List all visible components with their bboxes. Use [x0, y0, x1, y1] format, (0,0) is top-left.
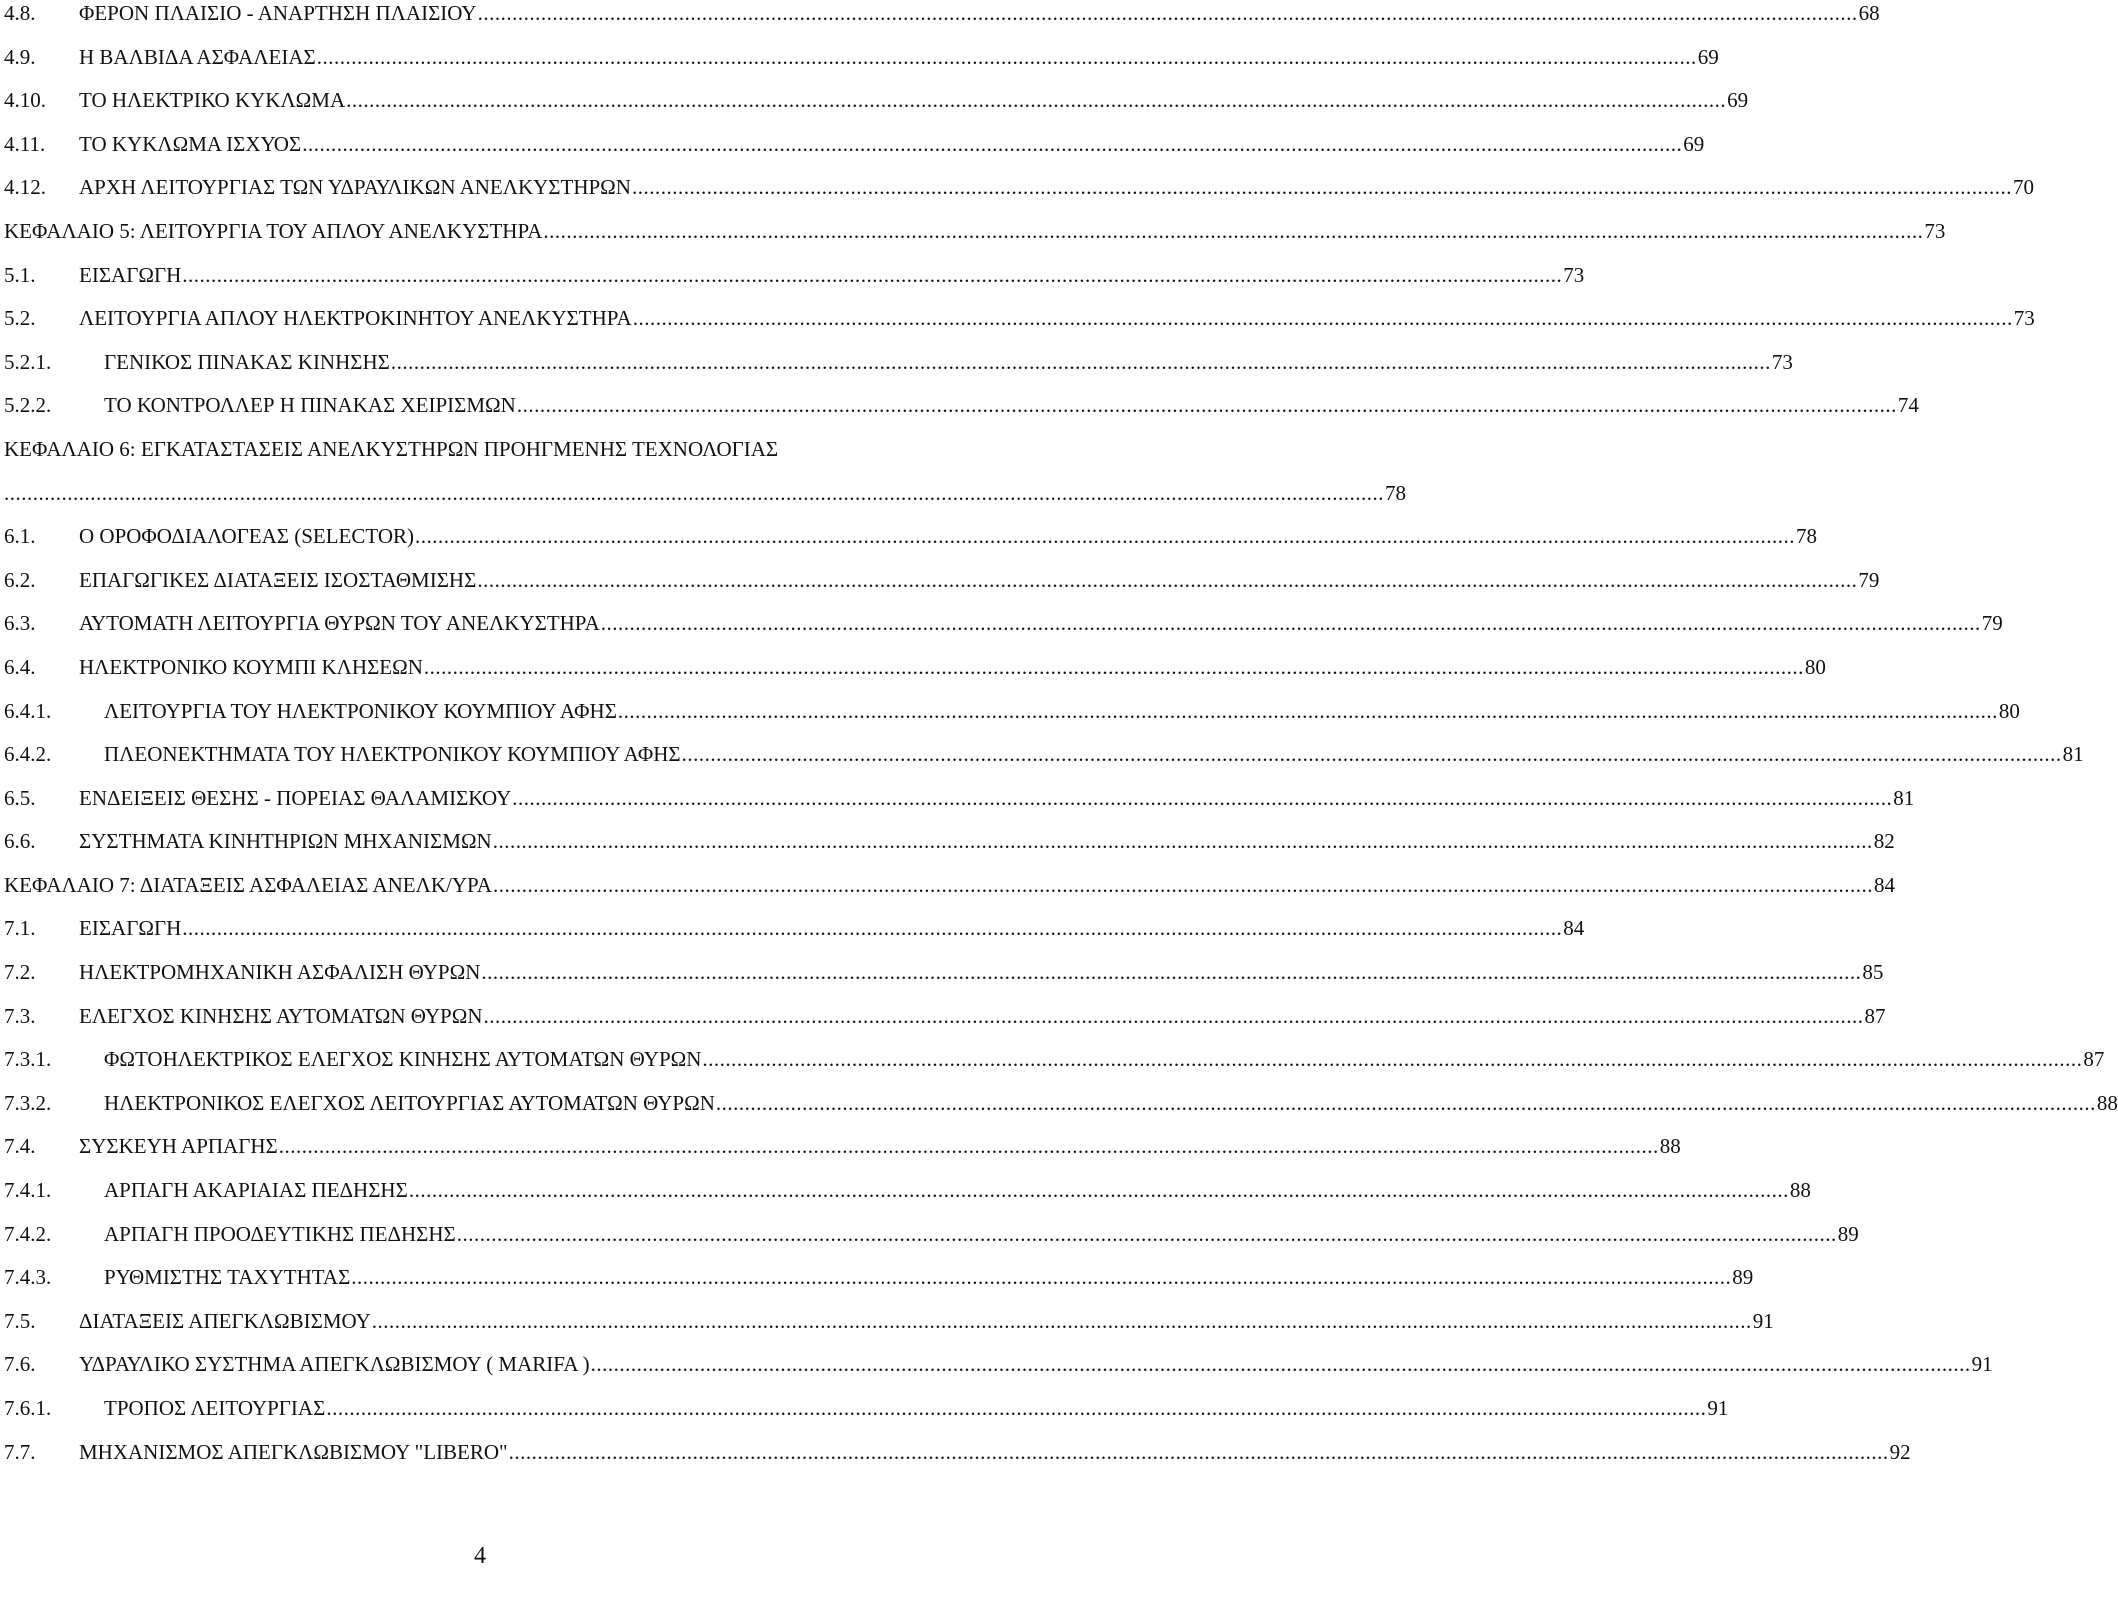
toc-entry-number: 6.4.1.: [4, 698, 52, 723]
toc-entry-title: ΣΥΣΤΗΜΑΤΑ ΚΙΝΗΤΗΡΙΩΝ ΜΗΧΑΝΙΣΜΩΝ: [79, 829, 492, 854]
toc-entry-number: 7.4.1.: [4, 1178, 52, 1203]
toc-entry-title: ΗΛΕΚΤΡΟΜΗΧΑΝΙΚΗ ΑΣΦΑΛΙΣΗ ΘΥΡΩΝ: [79, 960, 481, 985]
toc-entry[interactable]: [4, 1133, 1681, 1177]
toc-entry-page: 80: [1804, 654, 1826, 679]
toc-entry-title: ΗΛΕΚΤΡΟΝΙΚΟΣ ΕΛΕΓΧΟΣ ΛΕΙΤΟΥΡΓΙΑΣ ΑΥΤΟΜΑΤΩΝ ΘΥΡΩΝ: [104, 1090, 715, 1115]
toc-entry[interactable]: [4, 959, 1884, 1003]
toc-entry-title: ΗΛΕΚΤΡΟΝΙΚΟ ΚΟΥΜΠΙ ΚΛΗΣΕΩΝ: [79, 654, 423, 679]
toc-entry[interactable]: [4, 0, 1880, 44]
toc-entry-title: ΤΟ ΗΛΕΚΤΡΙΚΟ ΚΥΚΛΩΜΑ: [79, 88, 346, 113]
toc-entry-number: 6.4.: [4, 654, 36, 679]
toc-leader-dots: [517, 392, 1897, 418]
toc-entry-title: ΕΛΕΓΧΟΣ ΚΙΝΗΣΗΣ ΑΥΤΟΜΑΤΩΝ ΘΥΡΩΝ: [79, 1003, 483, 1028]
toc-entry-title: ΑΡΠΑΓΗ ΑΚΑΡΙΑΙΑΣ ΠΕΔΗΣΗΣ: [104, 1178, 408, 1203]
toc-entry-title: ΑΥΤΟΜΑΤΗ ΛΕΙΤΟΥΡΓΙΑ ΘΥΡΩΝ ΤΟΥ ΑΝΕΛΚΥΣΤΗΡΑ: [79, 611, 600, 636]
toc-entry-page: 80: [1998, 698, 2020, 723]
toc-entry-page: 88: [2096, 1090, 2118, 1115]
toc-entry-page: 88: [1789, 1178, 1811, 1203]
toc-entry-title: ΦΕΡΟΝ ΠΛΑΙΣΙΟ - ΑΝΑΡΤΗΣΗ ΠΛΑΙΣΙΟΥ: [79, 1, 477, 25]
toc-entry[interactable]: [4, 1351, 1993, 1395]
toc-entry-title: ΑΡΧΗ ΛΕΙΤΟΥΡΓΙΑΣ ΤΩΝ ΥΔΡΑΥΛΙΚΩΝ ΑΝΕΛΚΥΣΤΗΡΩΝ: [79, 175, 631, 200]
toc-entry-title: ΤΟ ΚΥΚΛΩΜΑ ΙΣΧΥΟΣ: [79, 131, 302, 156]
toc-entry-page: 69: [1683, 131, 1705, 156]
toc-leader-dots: [512, 785, 1892, 811]
toc-leader-dots: [493, 872, 1873, 898]
toc-entry[interactable]: [4, 44, 1719, 88]
toc-leader-dots: [326, 1395, 1706, 1421]
toc-entry[interactable]: [4, 785, 1915, 829]
toc-entry-page: 73: [1563, 262, 1585, 287]
toc-entry-page: 84: [1873, 872, 1895, 897]
toc-entry-page: 70: [2012, 175, 2034, 200]
toc-entry-page: 79: [1981, 611, 2003, 636]
toc-entry-number: 6.4.2.: [4, 742, 52, 767]
toc-entry[interactable]: [4, 174, 2034, 218]
toc-entry-number: 5.2.2.: [4, 393, 52, 418]
toc-leader-dots: [415, 523, 1795, 549]
toc-entry-page: 78: [1796, 524, 1817, 549]
toc-leader-dots: [682, 741, 2062, 767]
toc-leader-dots: [424, 654, 1804, 680]
toc-entry-page: 73: [2013, 306, 2035, 331]
toc-entry-number: 4.8.: [4, 1, 36, 25]
toc-entry[interactable]: [4, 1264, 1754, 1308]
toc-entry-page: 68: [1858, 1, 1880, 25]
toc-leader-dots: [484, 1003, 1864, 1029]
toc-leader-dots: [279, 1133, 1659, 1159]
toc-entry[interactable]: [4, 1046, 2105, 1090]
toc-entry-page: 79: [1858, 567, 1880, 592]
toc-entry-page: 74: [1897, 393, 1919, 418]
toc-leader-dots: [481, 959, 1861, 985]
toc-entry-title: ΕΝΔΕΙΞΕΙΣ ΘΕΣΗΣ - ΠΟΡΕΙΑΣ ΘΑΛΑΜΙΣΚΟΥ: [79, 785, 512, 810]
toc-entry-number: 7.5.: [4, 1308, 36, 1333]
toc-entry-title: ΠΛΕΟΝΕΚΤΗΜΑΤΑ ΤΟΥ ΗΛΕΚΤΡΟΝΙΚΟΥ ΚΟΥΜΠΙΟΥ ΑΦΗΣ: [104, 742, 681, 767]
toc-entry-page: 81: [2062, 742, 2084, 767]
toc-entry-number: 7.6.: [4, 1352, 36, 1377]
toc-entry-title: ΤΟ ΚΟΝΤΡΟΛΛΕΡ Η ΠΙΝΑΚΑΣ ΧΕΙΡΙΣΜΩΝ: [104, 393, 516, 418]
toc-entry[interactable]: [4, 305, 2035, 349]
toc-entry-page: 91: [1752, 1308, 1774, 1333]
toc-entry-page: 73: [1771, 349, 1793, 374]
toc-entry[interactable]: [4, 523, 1817, 567]
toc-entry-page: 82: [1873, 829, 1895, 854]
toc-entry-page: 69: [1727, 88, 1749, 113]
toc-entry-number: 5.2.: [4, 306, 36, 331]
toc-entry[interactable]: [4, 741, 2084, 785]
toc-leader-dots: [391, 349, 1771, 375]
toc-leader-dots: [478, 0, 1858, 26]
toc-entry-page: 88: [1659, 1134, 1681, 1159]
toc-entry-number: 6.5.: [4, 785, 36, 810]
toc-entry-number: 7.4.: [4, 1134, 36, 1159]
toc-entry[interactable]: [4, 87, 1749, 131]
toc-entry-page: 69: [1697, 44, 1719, 69]
toc-leader-dots: [477, 567, 1857, 593]
toc-entry[interactable]: [4, 1003, 1886, 1047]
toc-entry-title: ΜΗΧΑΝΙΣΜΟΣ ΑΠΕΓΚΛΩΒΙΣΜΟΥ "LIBERO": [79, 1439, 508, 1464]
toc-leader-dots: [493, 828, 1873, 854]
toc-entry[interactable]: [4, 828, 1895, 872]
toc-entry-number: 7.3.2.: [4, 1090, 52, 1115]
toc-leader-dots: [351, 1264, 1731, 1290]
toc-chapter-entry[interactable]: [4, 218, 1946, 262]
toc-entry-title: ΛΕΙΤΟΥΡΓΙΑ ΤΟΥ ΗΛΕΚΤΡΟΝΙΚΟΥ ΚΟΥΜΠΙΟΥ ΑΦΗΣ: [104, 698, 617, 723]
toc-entry-number: 7.3.: [4, 1003, 36, 1028]
toc-leader-dots: [543, 218, 1923, 244]
toc-entry-title: ΤΡΟΠΟΣ ΛΕΙΤΟΥΡΓΙΑΣ: [104, 1396, 326, 1420]
toc-entry[interactable]: [4, 349, 1793, 393]
toc-entry-page: 81: [1893, 785, 1915, 810]
toc-entry-page: 78: [1385, 480, 1406, 505]
toc-entry[interactable]: [4, 392, 1919, 436]
toc-entry-number: 6.3.: [4, 611, 36, 636]
toc-chapter-entry[interactable]: [4, 436, 938, 480]
toc-entry-title: ΑΡΠΑΓΗ ΠΡΟΟΔΕΥΤΙΚΗΣ ΠΕΔΗΣΗΣ: [104, 1221, 456, 1246]
toc-entry[interactable]: [4, 1308, 1774, 1352]
toc-entry-title: ΕΙΣΑΓΩΓΗ: [79, 262, 182, 287]
toc-chapter-entry[interactable]: [4, 872, 1895, 916]
table-of-contents: [4, 0, 2118, 1482]
toc-entry[interactable]: [4, 131, 1705, 175]
toc-entry-title: ΔΙΑΤΑΞΕΙΣ ΑΠΕΓΚΛΩΒΙΣΜΟΥ: [79, 1308, 371, 1333]
toc-entry-title: ΓΕΝΙΚΟΣ ΠΙΝΑΚΑΣ ΚΙΝΗΣΗΣ: [104, 349, 390, 374]
toc-entry-number: 6.1.: [4, 524, 36, 549]
toc-entry-page: 89: [1837, 1221, 1859, 1246]
toc-entry-title: ΦΩΤΟΗΛΕΚΤΡΙΚΟΣ ΕΛΕΓΧΟΣ ΚΙΝΗΣΗΣ ΑΥΤΟΜΑΤΩΝ ΘΥΡΩΝ: [104, 1047, 702, 1072]
toc-leader-dots: [633, 305, 2013, 331]
toc-entry-number: 7.4.3.: [4, 1265, 52, 1290]
toc-entry-title: ΡΥΘΜΙΣΤΗΣ ΤΑΧΥΤΗΤΑΣ: [104, 1265, 351, 1290]
toc-entry[interactable]: [4, 610, 2003, 654]
toc-leader-dots: [346, 87, 1726, 113]
toc-entry-number: 6.2.: [4, 567, 36, 592]
toc-entry-title: ΛΕΙΤΟΥΡΓΙΑ ΑΠΛΟΥ ΗΛΕΚΤΡΟΚΙΝΗΤΟΥ ΑΝΕΛΚΥΣΤΗΡΑ: [79, 306, 632, 331]
toc-leader-dots: [457, 1221, 1837, 1247]
toc-leader-dots: [302, 131, 1682, 157]
toc-entry[interactable]: [4, 915, 1585, 959]
toc-entry-title: ΥΔΡΑΥΛΙΚΟ ΣΥΣΤΗΜΑ ΑΠΕΓΚΛΩΒΙΣΜΟΥ ( MARIFA ): [79, 1352, 590, 1377]
toc-entry-number: 4.10.: [4, 88, 46, 113]
page-number: 4: [474, 1543, 486, 1569]
toc-entry-number: 7.1.: [4, 916, 36, 941]
toc-entry-number: 5.2.1.: [4, 349, 52, 374]
toc-chapter-continuation[interactable]: [4, 480, 1406, 524]
toc-entry-page: 73: [1924, 218, 1946, 243]
toc-entry-title: ΕΙΣΑΓΩΓΗ: [79, 916, 182, 941]
toc-leader-dots: [509, 1439, 1889, 1465]
toc-entry-number: 4.11.: [4, 131, 46, 156]
toc-entry-number: 7.6.1.: [4, 1396, 52, 1420]
toc-entry-page: 92: [1889, 1439, 1911, 1464]
toc-entry-number: 4.9.: [4, 44, 36, 69]
toc-leader-dots: [702, 1046, 2082, 1072]
toc-leader-dots: [409, 1177, 1789, 1203]
toc-leader-dots: [372, 1308, 1752, 1334]
toc-entry[interactable]: [4, 1221, 1859, 1265]
toc-leader-dots: [601, 610, 1981, 636]
toc-entry[interactable]: [4, 698, 2020, 742]
toc-entry-title: ΕΠΑΓΩΓΙΚΕΣ ΔΙΑΤΑΞΕΙΣ ΙΣΟΣΤΑΘΜΙΣΗΣ: [79, 567, 477, 592]
toc-entry-title: ΣΥΣΚΕΥΗ ΑΡΠΑΓΗΣ: [79, 1134, 278, 1159]
toc-entry-number: 7.3.1.: [4, 1047, 52, 1072]
toc-entry-page: 89: [1732, 1265, 1754, 1290]
toc-entry-page: 84: [1563, 916, 1585, 941]
toc-entry[interactable]: [4, 1395, 1729, 1439]
toc-entry[interactable]: [4, 1177, 1811, 1221]
toc-entry-title: Ο ΟΡΟΦΟΔΙΑΛΟΓΕΑΣ (SELECTOR): [79, 524, 414, 549]
toc-entry-number: 7.7.: [4, 1439, 36, 1464]
toc-entry-number: 6.6.: [4, 829, 36, 854]
toc-leader-dots: [317, 44, 1697, 70]
toc-chapter-title: ΚΕΦΑΛΑΙΟ 6: ΕΓΚΑΤΑΣΤΑΣΕΙΣ ΑΝΕΛΚΥΣΤΗΡΩΝ ΠΡΟΗΓΜΕΝΗΣ ΤΕΧΝΟΛΟΓΙΑΣ: [4, 436, 779, 461]
toc-entry-page: 87: [1864, 1003, 1886, 1028]
toc-entry-page: 91: [1971, 1352, 1993, 1377]
toc-leader-dots: [591, 1351, 1971, 1377]
toc-entry-title: Η ΒΑΛΒΙΔΑ ΑΣΦΑΛΕΙΑΣ: [79, 44, 316, 69]
toc-entry[interactable]: [4, 654, 1826, 698]
toc-entry-number: 4.12.: [4, 175, 46, 200]
toc-entry-number: 7.4.2.: [4, 1221, 52, 1246]
toc-chapter-title: ΚΕΦΑΛΑΙΟ 7: ΔΙΑΤΑΞΕΙΣ ΑΣΦΑΛΕΙΑΣ ΑΝΕΛΚ/ΥΡΑ: [4, 872, 492, 897]
toc-entry[interactable]: [4, 1439, 1911, 1483]
toc-entry-page: 91: [1707, 1396, 1729, 1420]
toc-leader-dots: [182, 262, 1562, 288]
toc-entry-number: 7.2.: [4, 960, 36, 985]
toc-leader-dots: [716, 1090, 2096, 1116]
toc-entry-page: 87: [2083, 1047, 2105, 1072]
toc-entry-number: 5.1.: [4, 262, 36, 287]
toc-entry[interactable]: [4, 567, 1880, 611]
toc-entry[interactable]: [4, 262, 1585, 306]
toc-chapter-title: ΚΕΦΑΛΑΙΟ 5: ΛΕΙΤΟΥΡΓΙΑ ΤΟΥ ΑΠΛΟΥ ΑΝΕΛΚΥΣΤΗΡΑ: [4, 218, 543, 243]
toc-leader-dots: [618, 698, 1998, 724]
toc-leader-dots: [4, 480, 1384, 506]
toc-leader-dots: [182, 915, 1562, 941]
toc-leader-dots: [632, 174, 2012, 200]
toc-entry[interactable]: [4, 1090, 2118, 1134]
toc-entry-page: 85: [1862, 960, 1884, 985]
